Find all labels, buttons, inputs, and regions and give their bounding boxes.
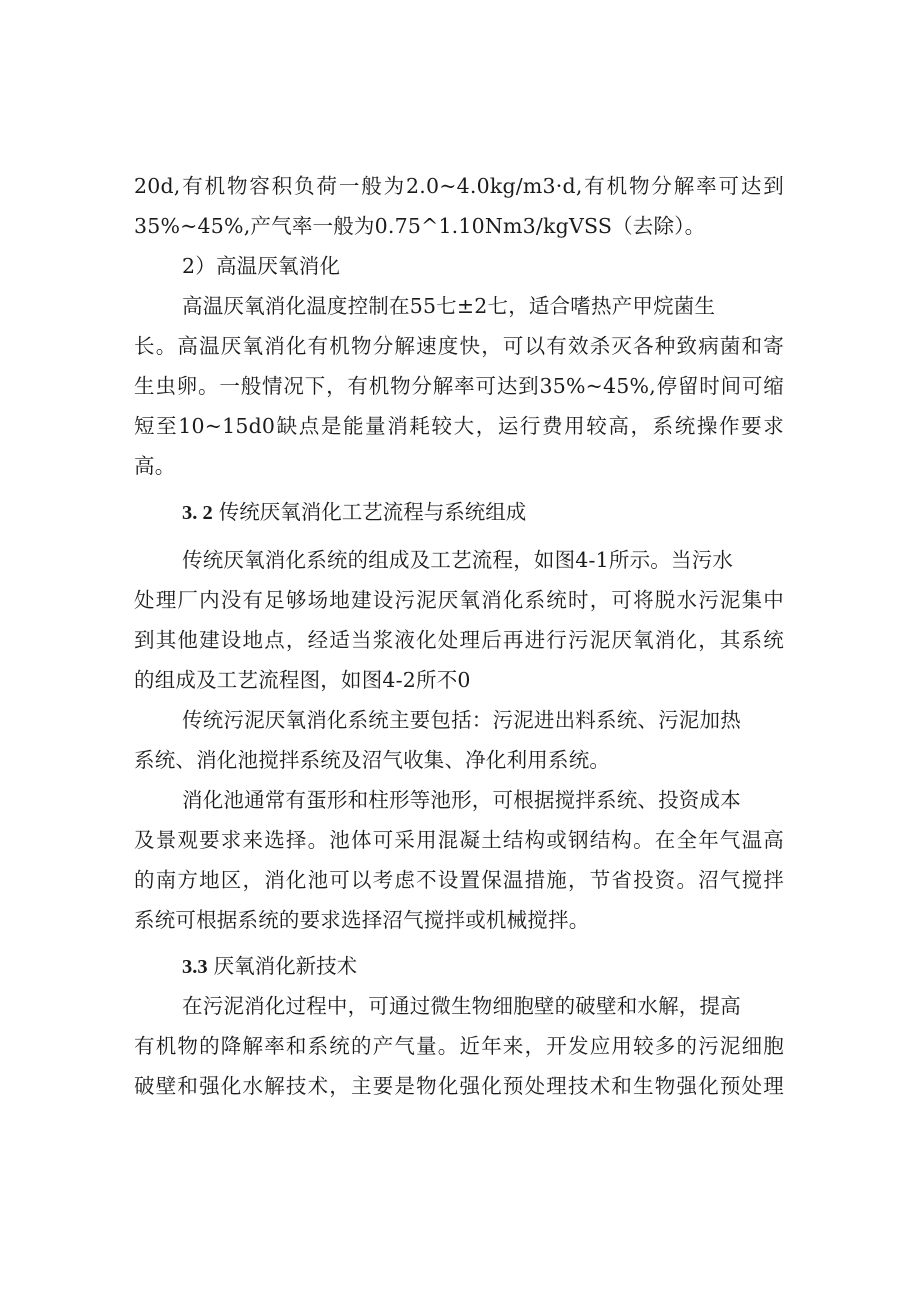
- text-line: 的组成及工艺流程图，如图4-2所不0: [134, 668, 471, 692]
- section-number: 3.3: [182, 956, 208, 978]
- section-title: 传统厌氧消化工艺流程与系统组成: [218, 500, 527, 524]
- sub-heading-thermophilic: 2）高温厌氧消化: [182, 254, 341, 278]
- section-heading-3-2: [134, 492, 784, 532]
- paragraph-digester-tank: [134, 780, 784, 940]
- text-line: 消化池通常有蛋形和柱形等池形，可根据搅拌系统、投资成本: [182, 788, 741, 812]
- paragraph-thermophilic: [134, 286, 784, 486]
- text-line: 高温厌氧消化温度控制在55七±2七，适合嗜热产甲烷菌生: [182, 294, 716, 318]
- text-line: 高。: [134, 454, 176, 478]
- text-line: 系统、消化池搅拌系统及沼气收集、净化利用系统。: [134, 748, 611, 772]
- document-body: [134, 166, 784, 1106]
- paragraph-new-technology: [134, 986, 784, 1106]
- section-number: 3. 2: [182, 502, 213, 524]
- paragraph-intro: [134, 166, 784, 246]
- text-line: 有机物的降解率和系统的产气量。近年来，开发应用较多的污泥细胞: [134, 1034, 784, 1058]
- text-line: 生虫卵。一般情况下，有机物分解率可达到35%~45%,停留时间可缩: [134, 374, 784, 398]
- text-line: 到其他建设地点，经适当浆液化处理后再进行污泥厌氧消化，其系统: [134, 628, 784, 652]
- text-line: 短至10~15d0缺点是能量消耗较大，运行费用较高，系统操作要求: [134, 414, 784, 438]
- section-title: 厌氧消化新技术: [213, 954, 358, 978]
- text-line: 长。高温厌氧消化有机物分解速度快，可以有效杀灭各种致病菌和寄: [134, 334, 784, 358]
- text-line: 的南方地区，消化池可以考虑不设置保温措施，节省投资。沼气搅拌: [134, 868, 784, 892]
- text-line: 传统厌氧消化系统的组成及工艺流程，如图4-1所示。当污水: [182, 548, 734, 572]
- text-line: 在污泥消化过程中，可通过微生物细胞壁的破壁和水解，提高: [182, 994, 741, 1018]
- section-heading-3-3: [134, 946, 784, 986]
- text-line: 处理厂内没有足够场地建设污泥厌氧消化系统时，可将脱水污泥集中: [134, 588, 784, 612]
- text-line: 传统污泥厌氧消化系统主要包括：污泥进出料系统、污泥加热: [182, 708, 741, 732]
- text-line: 及景观要求来选择。池体可采用混凝土结构或钢结构。在全年气温高: [134, 828, 784, 852]
- text-line: 20d,有机物容积负荷一般为2.0~4.0kg/m3·d,有机物分解率可达到: [134, 174, 784, 198]
- text-line: 系统可根据系统的要求选择沼气搅拌或机械搅拌。: [134, 908, 590, 932]
- text-line: 破壁和强化水解技术，主要是物化强化预处理技术和生物强化预处理: [134, 1074, 784, 1098]
- text-line: 35%~45%,产气率一般为0.75^1.10Nm3/kgVSS（去除）。: [134, 214, 706, 238]
- paragraph-system-composition: [134, 700, 784, 780]
- paragraph-process-flow: [134, 540, 784, 700]
